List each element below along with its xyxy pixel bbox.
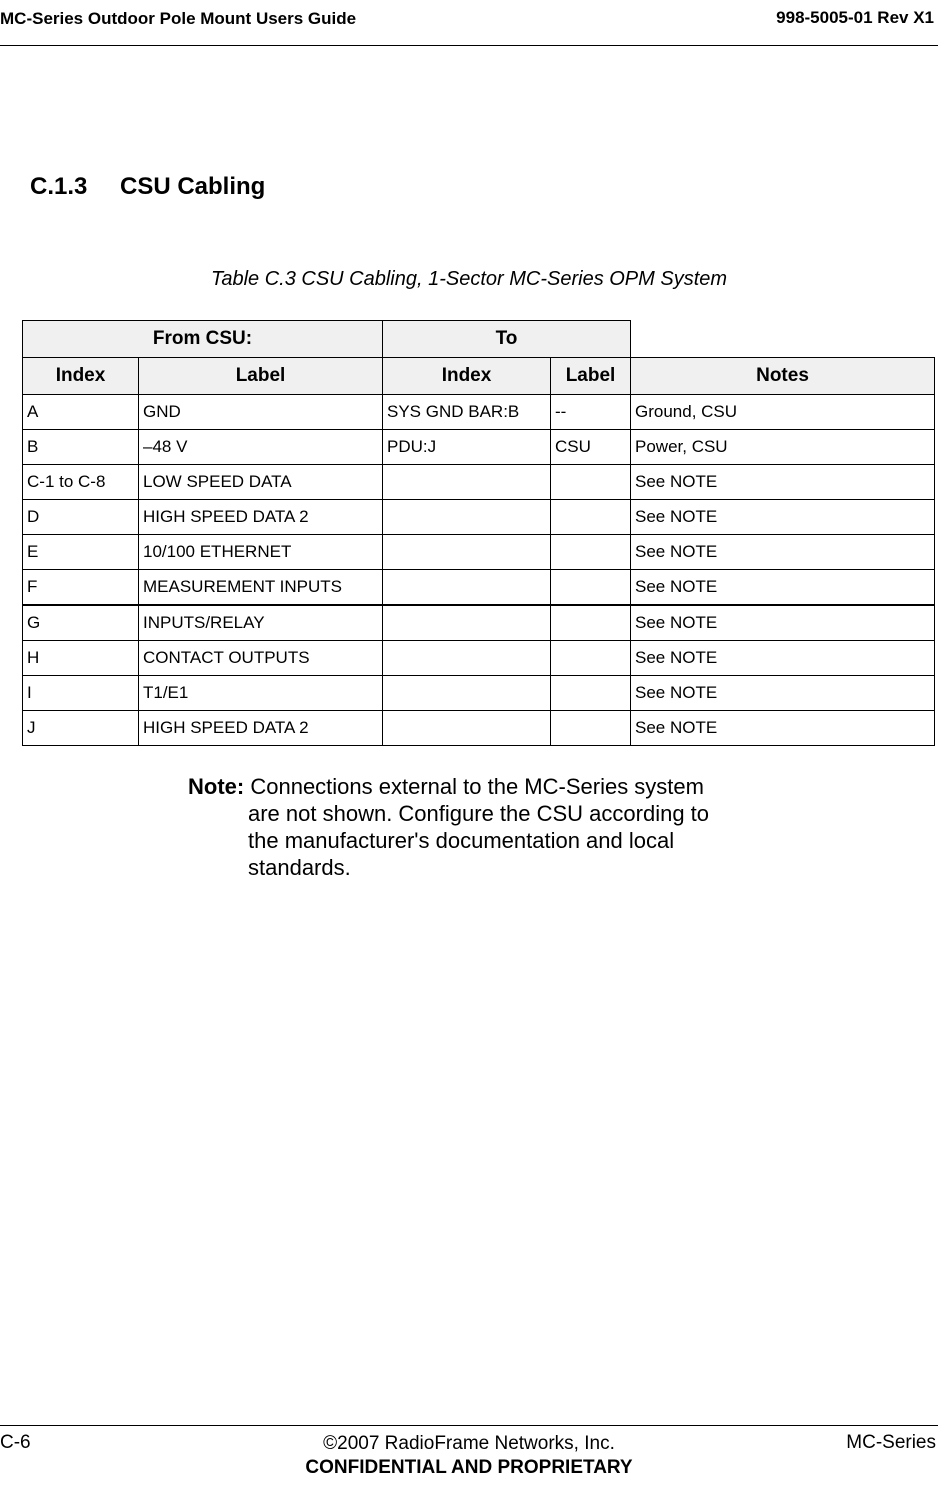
note-first-line: Connections external to the MC-Series system: [250, 774, 704, 799]
col-to-index: Index: [383, 358, 551, 395]
cell-from-index: F: [23, 570, 139, 606]
cell-notes: See NOTE: [631, 570, 935, 606]
cell-notes: Power, CSU: [631, 430, 935, 465]
cell-from-index: J: [23, 711, 139, 746]
footer-copyright: ©2007 RadioFrame Networks, Inc.: [323, 1433, 615, 1454]
cell-from-label: T1/E1: [139, 676, 383, 711]
cell-from-index: C-1 to C-8: [23, 465, 139, 500]
cell-notes: See NOTE: [631, 465, 935, 500]
col-from-index: Index: [23, 358, 139, 395]
header-title: MC-Series Outdoor Pole Mount Users Guide: [0, 9, 357, 28]
cell-notes: See NOTE: [631, 605, 935, 641]
table-row: [23, 711, 935, 746]
cell-from-index: G: [23, 605, 139, 641]
cell-to-label: [551, 500, 631, 535]
cell-from-label: HIGH SPEED DATA 2: [139, 711, 383, 746]
cell-to-label: [551, 711, 631, 746]
cell-from-label: –48 V: [139, 430, 383, 465]
cell-to-label: [551, 535, 631, 570]
table-row: [23, 465, 935, 500]
footer-confidential: CONFIDENTIAL AND PROPRIETARY: [305, 1457, 633, 1478]
table-row: [23, 395, 935, 430]
col-notes: Notes: [631, 358, 935, 395]
cell-to-label: --: [551, 395, 631, 430]
cell-from-label: INPUTS/RELAY: [139, 605, 383, 641]
col-to-label: Label: [551, 358, 631, 395]
cell-to-label: [551, 676, 631, 711]
cell-from-label: CONTACT OUTPUTS: [139, 641, 383, 676]
cell-to-label: [551, 570, 631, 606]
cell-to-index: SYS GND BAR:B: [383, 395, 551, 430]
table-row: [23, 641, 935, 676]
cell-from-index: A: [23, 395, 139, 430]
cell-from-label: 10/100 ETHERNET: [139, 535, 383, 570]
table-row: [23, 605, 935, 641]
cell-notes: See NOTE: [631, 711, 935, 746]
cell-to-index: [383, 535, 551, 570]
cell-to-label: [551, 641, 631, 676]
cell-from-index: B: [23, 430, 139, 465]
table-row: [23, 676, 935, 711]
cell-from-label: LOW SPEED DATA: [139, 465, 383, 500]
cell-from-label: GND: [139, 395, 383, 430]
cell-from-index: E: [23, 535, 139, 570]
cell-from-label: MEASUREMENT INPUTS: [139, 570, 383, 606]
cell-to-index: [383, 711, 551, 746]
footer-center: [0, 1432, 938, 1480]
table-row: [23, 535, 935, 570]
cell-notes: See NOTE: [631, 676, 935, 711]
cell-from-index: H: [23, 641, 139, 676]
header-divider: [0, 45, 938, 46]
cell-to-label: CSU: [551, 430, 631, 465]
cell-to-index: [383, 500, 551, 535]
cell-to-index: [383, 676, 551, 711]
note-block: [188, 773, 738, 881]
cell-notes: See NOTE: [631, 535, 935, 570]
section-title: CSU Cabling: [120, 173, 266, 200]
csu-cabling-table: [22, 320, 935, 746]
cell-to-label: [551, 605, 631, 641]
header-blank: [631, 321, 935, 358]
table-row: [23, 500, 935, 535]
note-body: are not shown. Configure the CSU according to the manufacturer's documentation and local standards.: [248, 801, 710, 880]
cell-from-index: D: [23, 500, 139, 535]
cell-notes: Ground, CSU: [631, 395, 935, 430]
cell-to-index: [383, 641, 551, 676]
from-csu-header: From CSU:: [23, 321, 383, 358]
cell-from-label: HIGH SPEED DATA 2: [139, 500, 383, 535]
cell-to-index: [383, 465, 551, 500]
table-caption: Table C.3 CSU Cabling, 1-Sector MC-Series OPM System: [210, 268, 728, 290]
footer-series: MC-Series: [846, 1432, 936, 1453]
cell-notes: See NOTE: [631, 641, 935, 676]
cell-to-index: PDU:J: [383, 430, 551, 465]
cell-to-index: [383, 605, 551, 641]
to-header: To: [383, 321, 631, 358]
cell-to-label: [551, 465, 631, 500]
header-doc-number: 998-5005-01 Rev X1: [776, 8, 934, 27]
col-from-label: Label: [139, 358, 383, 395]
note-label: Note:: [188, 774, 245, 799]
cell-to-index: [383, 570, 551, 606]
section-number: C.1.3: [30, 173, 88, 200]
cell-from-index: I: [23, 676, 139, 711]
section-heading: [30, 173, 265, 201]
table-row: [23, 570, 935, 606]
cell-notes: See NOTE: [631, 500, 935, 535]
footer-divider: [0, 1425, 938, 1426]
footer-page-number: C-6: [0, 1432, 31, 1453]
table-row: [23, 430, 935, 465]
